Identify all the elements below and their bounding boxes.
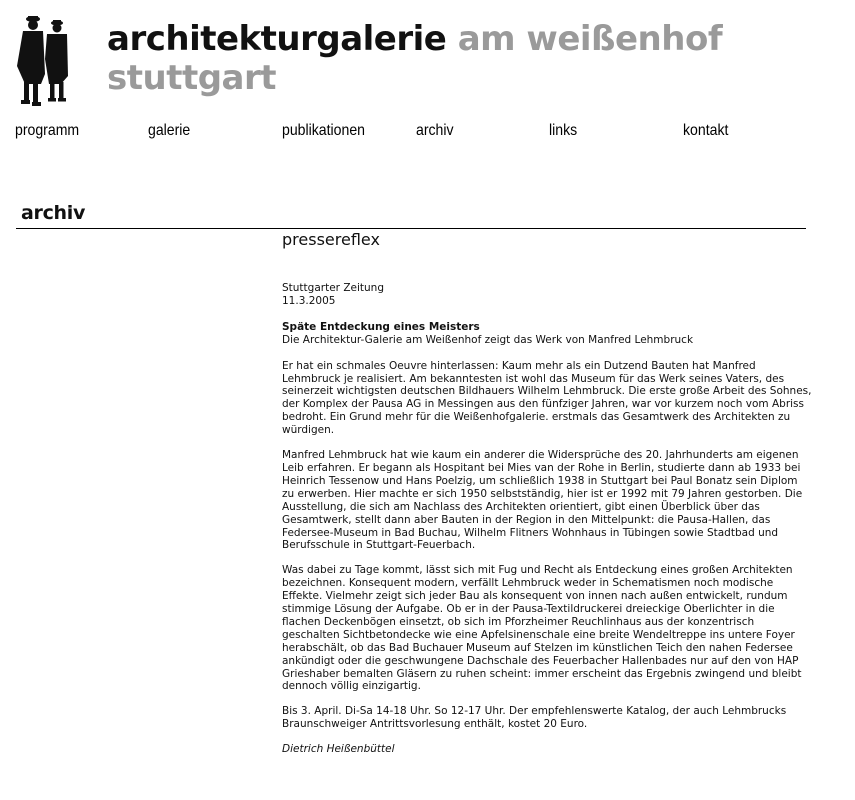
article-paragraph: Was dabei zu Tage kommt, lässt sich mit Fug und Recht als Entdeckung eines großen Architekten bezeichnen. Konsequent modern, verfällt Lehmbruck weder in Schematismen noch modische Effekte. Vielmehr zeigt sich jeder Bau als konsequent von innen nach außen entwickelt, rundum stimmige Lösung der Aufgabe. Ob er in der Pausa-Textildruckerei dreieckige Oberlichter in die flachen Deckenbögen einsetzt, ob sich im Pforzheimer Reuchlinhaus aus der konzentrisch geschalten Sichtbetondecke wie eine Apfelsinenschale eine breite Wendeltreppe ins untere Foyer herabschält, ob das Bad Buchauer Museum auf Stelzen im künstlichen Teich den nahen Federsee ankündigt oder die geschwungene Dachschale des Feuerbacher Hallenbades nur auf den von HAP Grieshaber bemalten Gläsern zu ruhen scheint: immer erscheint das Ergebnis zwingend und bleibt dennoch völlig einzigartig. — [282, 564, 802, 693]
main-navigation — [0, 122, 855, 144]
site-subtitle-city: stuttgart — [107, 58, 277, 98]
nav-item-galerie[interactable]: galerie — [148, 122, 191, 139]
article-author: Dietrich Heißenbüttel — [282, 743, 395, 756]
article-content — [282, 230, 812, 768]
article-paragraph: Manfred Lehmbruck hat wie kaum ein anderer die Widersprüche des 20. Jahrhunderts am eigenen Leib erfahren. Er begann als Hospitant bei Mies van der Rohe in Berlin, studierte dann ab 1933 bei Heinrich Tessenow und Hans Poelzig, um schließlich 1938 in Stuttgart bei Paul Bonatz sein Diplom zu erwerben. Hier machte er sich 1950 selbstständig, hier ist er 1992 mit 79 Jahren gestorben. Die Ausstellung, die sich am Nachlass des Architekten orientiert, gibt einen Überblick über das Gesamtwerk, stellt dann aber Bauten in der Region in den Mittelpunkt: die Pausa-Hallen, das Federsee-Museum in Bad Buchau, Wilhelm Flitners Wohnhaus in Tübingen sowie Stadtbad und Berufsschule in Stuttgart-Feuerbach. — [282, 449, 803, 552]
gallery-logo-icon[interactable] — [13, 14, 71, 106]
article-source-block — [282, 282, 812, 308]
section-title: archiv — [21, 202, 86, 224]
nav-item-kontakt[interactable]: kontakt — [683, 122, 729, 139]
article-paragraph: Er hat ein schmales Oeuvre hinterlassen: Kaum mehr als ein Dutzend Bauten hat Manfred Lehmbruck je realisiert. Am bekanntesten ist wohl das Museum für das Werk seines Vaters, des seinerzeit wichtigsten deutschen Bildhauers Wilhelm Lehmbruck. Die erste große Arbeit des Sohnes, der Komplex der Pausa AG in Messingen aus den fünfziger Jahren, war vor kurzem noch vom Abriss bedroht. Ein Grund mehr für die Weißenhofgalerie. erstmals das Gesamtwerk des Architekten zu würdigen. — [282, 359, 812, 437]
nav-item-publikationen[interactable]: publikationen — [282, 122, 365, 139]
section-divider — [16, 228, 806, 229]
article-heading: pressereflex — [282, 230, 380, 249]
site-title-secondary: am weißenhof — [457, 19, 723, 59]
article-source: Stuttgarter Zeitung — [282, 282, 384, 294]
article-title-block — [282, 321, 812, 347]
article-date: 11.3.2005 — [282, 294, 336, 307]
nav-item-archiv[interactable]: archiv — [416, 122, 454, 139]
nav-item-links[interactable]: links — [549, 122, 578, 139]
nav-item-programm[interactable]: programm — [15, 122, 80, 139]
site-title-primary: architekturgalerie — [107, 19, 447, 59]
article-subtitle: Die Architektur-Galerie am Weißenhof zeigt das Werk von Manfred Lehmbruck — [282, 333, 694, 346]
article-paragraph: Bis 3. April. Di-Sa 14-18 Uhr. So 12-17 Uhr. Der empfehlenswerte Katalog, der auch Lehmbrucks Braunschweiger Antrittsvorlesung enthält, kostet 20 Euro. — [282, 705, 787, 731]
article-title: Späte Entdeckung eines Meisters — [282, 320, 480, 333]
site-title[interactable] — [107, 19, 723, 59]
